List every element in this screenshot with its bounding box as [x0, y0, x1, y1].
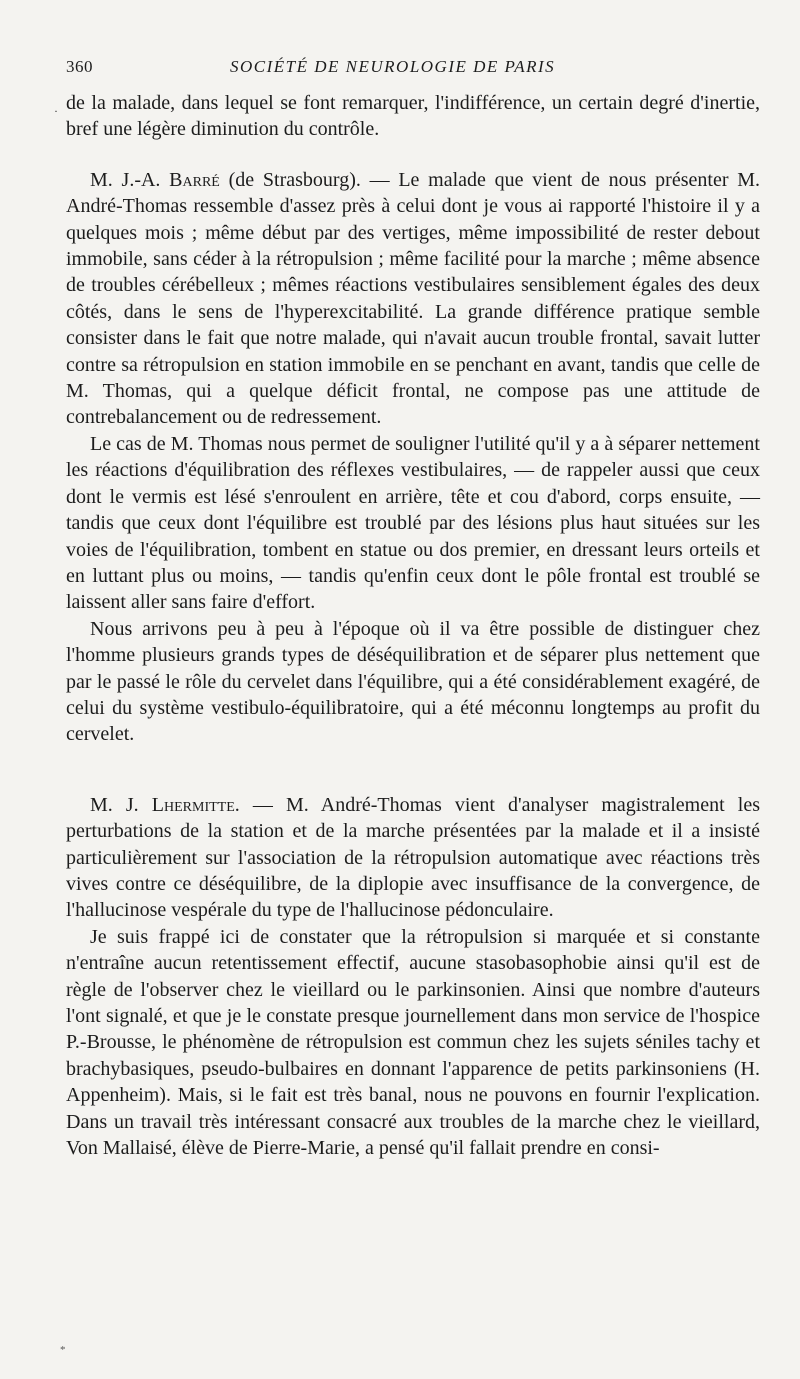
body-text	[66, 90, 760, 1161]
paragraph-text: (de Strasbourg). — Le malade que vient de nous présenter M. André-Thomas ressemble d'assez près à celui dont je vous ai rapporté l'histoire il y a quelques mois ; même début par des vertiges, même impossibilité de rester debout immobile, sans céder à la rétropulsion ; même facilité pour la marche ; même absence de troubles cérébelleux ; mêmes réactions vestibulaires sensiblement égales des deux côtés, dans le sens de l'hyperexcitabilité. La grande différence pratique semble consister dans le fait que notre malade, qui n'avait aucun trouble frontal, savait lutter contre sa rétropulsion en station immobile en se penchant en avant, tandis que celle de M. Thomas, qui a quelque déficit frontal, ne compose pas une attitude de contrebalancement ou de redressement.	[66, 168, 761, 429]
speaker-initials: M. J.	[90, 793, 152, 816]
speaker-name: Barré	[169, 168, 220, 191]
paragraph-equilibration-types: Nous arrivons peu à peu à l'époque où il va être possible de distinguer chez l'homme plusieurs grands types de déséquilibration et de séparer plus nettement que par le passé le rôle du cervelet dans l'équilibre, qui a été considérablement exagéré, de celui du système vestibulo-équilibratoire, qui a été méconnu longtemps au profit du cervelet.	[66, 617, 760, 746]
running-head	[66, 57, 766, 81]
paragraph-lhermitte	[66, 792, 760, 924]
paragraph-retropulsion: Je suis frappé ici de constater que la rétropulsion si marquée et si constante n'entraîne aucun retentissement effectif, aucune stasobasophobie ainsi qu'il est de règle de l'observer chez le vieillard ou le parkinsonien. Ainsi que nombre d'auteurs l'ont signalé, et que je le constate presque journellement dans mon service de l'hospice P.-Brousse, le phénomène de rétropulsion est commun chez les sujets séniles tachy et brachybasiques, pseudo-bulbaires en donnant l'apparence de petits parkinsoniens (H. Appenheim). Mais, si le fait est très banal, nous ne pouvons en fournir l'explication. Dans un travail très intéressant consacré aux troubles de la marche chez le vieillard, Von Mallaisé, élève de Pierre-Marie, a pensé qu'il fallait prendre en consi-	[66, 925, 760, 1160]
page-number: 360	[66, 57, 93, 76]
paragraph-continuation: de la malade, dans lequel se font remarquer, l'indifférence, un certain degré d'inertie, bref une légère diminution du contrôle.	[66, 92, 760, 141]
paragraph-text: . — M. André-Thomas vient d'analyser magistralement les perturbations de la station et de la marche présentées par la malade et il a insisté particulièrement sur l'association de la rétropulsion automatique avec réactions très vives contre ce déséquilibre, de la diplopie avec insuffisance de la convergence, de l'hallucinose vespérale du type de l'hallucinose pédonculaire.	[66, 793, 760, 922]
journal-title: SOCIÉTÉ DE NEUROLOGIE DE PARIS	[230, 57, 556, 76]
paragraph-barre	[66, 167, 760, 431]
paragraph-thomas-case: Le cas de M. Thomas nous permet de souligner l'utilité qu'il y a à séparer nettement les réactions d'équilibration des réflexes vestibulaires, — de rappeler aussi que ceux dont le vermis est lésé s'enroulent en arrière, tête et cou d'abord, corps ensuite, — tandis que ceux dont l'équilibre est troublé par des lésions plus haut situées sur les voies de l'équilibration, tombent en statue ou dos premier, en dressant leurs orteils et en luttant plus ou moins, — tandis qu'enfin ceux dont le pôle frontal est troublé se laissent aller sans faire d'effort.	[66, 432, 760, 614]
margin-mark: ·	[54, 104, 58, 118]
speaker-initials: M. J.-A.	[90, 168, 170, 191]
speaker-name: Lhermitte	[151, 793, 235, 816]
footer-mark: *	[60, 1344, 66, 1356]
